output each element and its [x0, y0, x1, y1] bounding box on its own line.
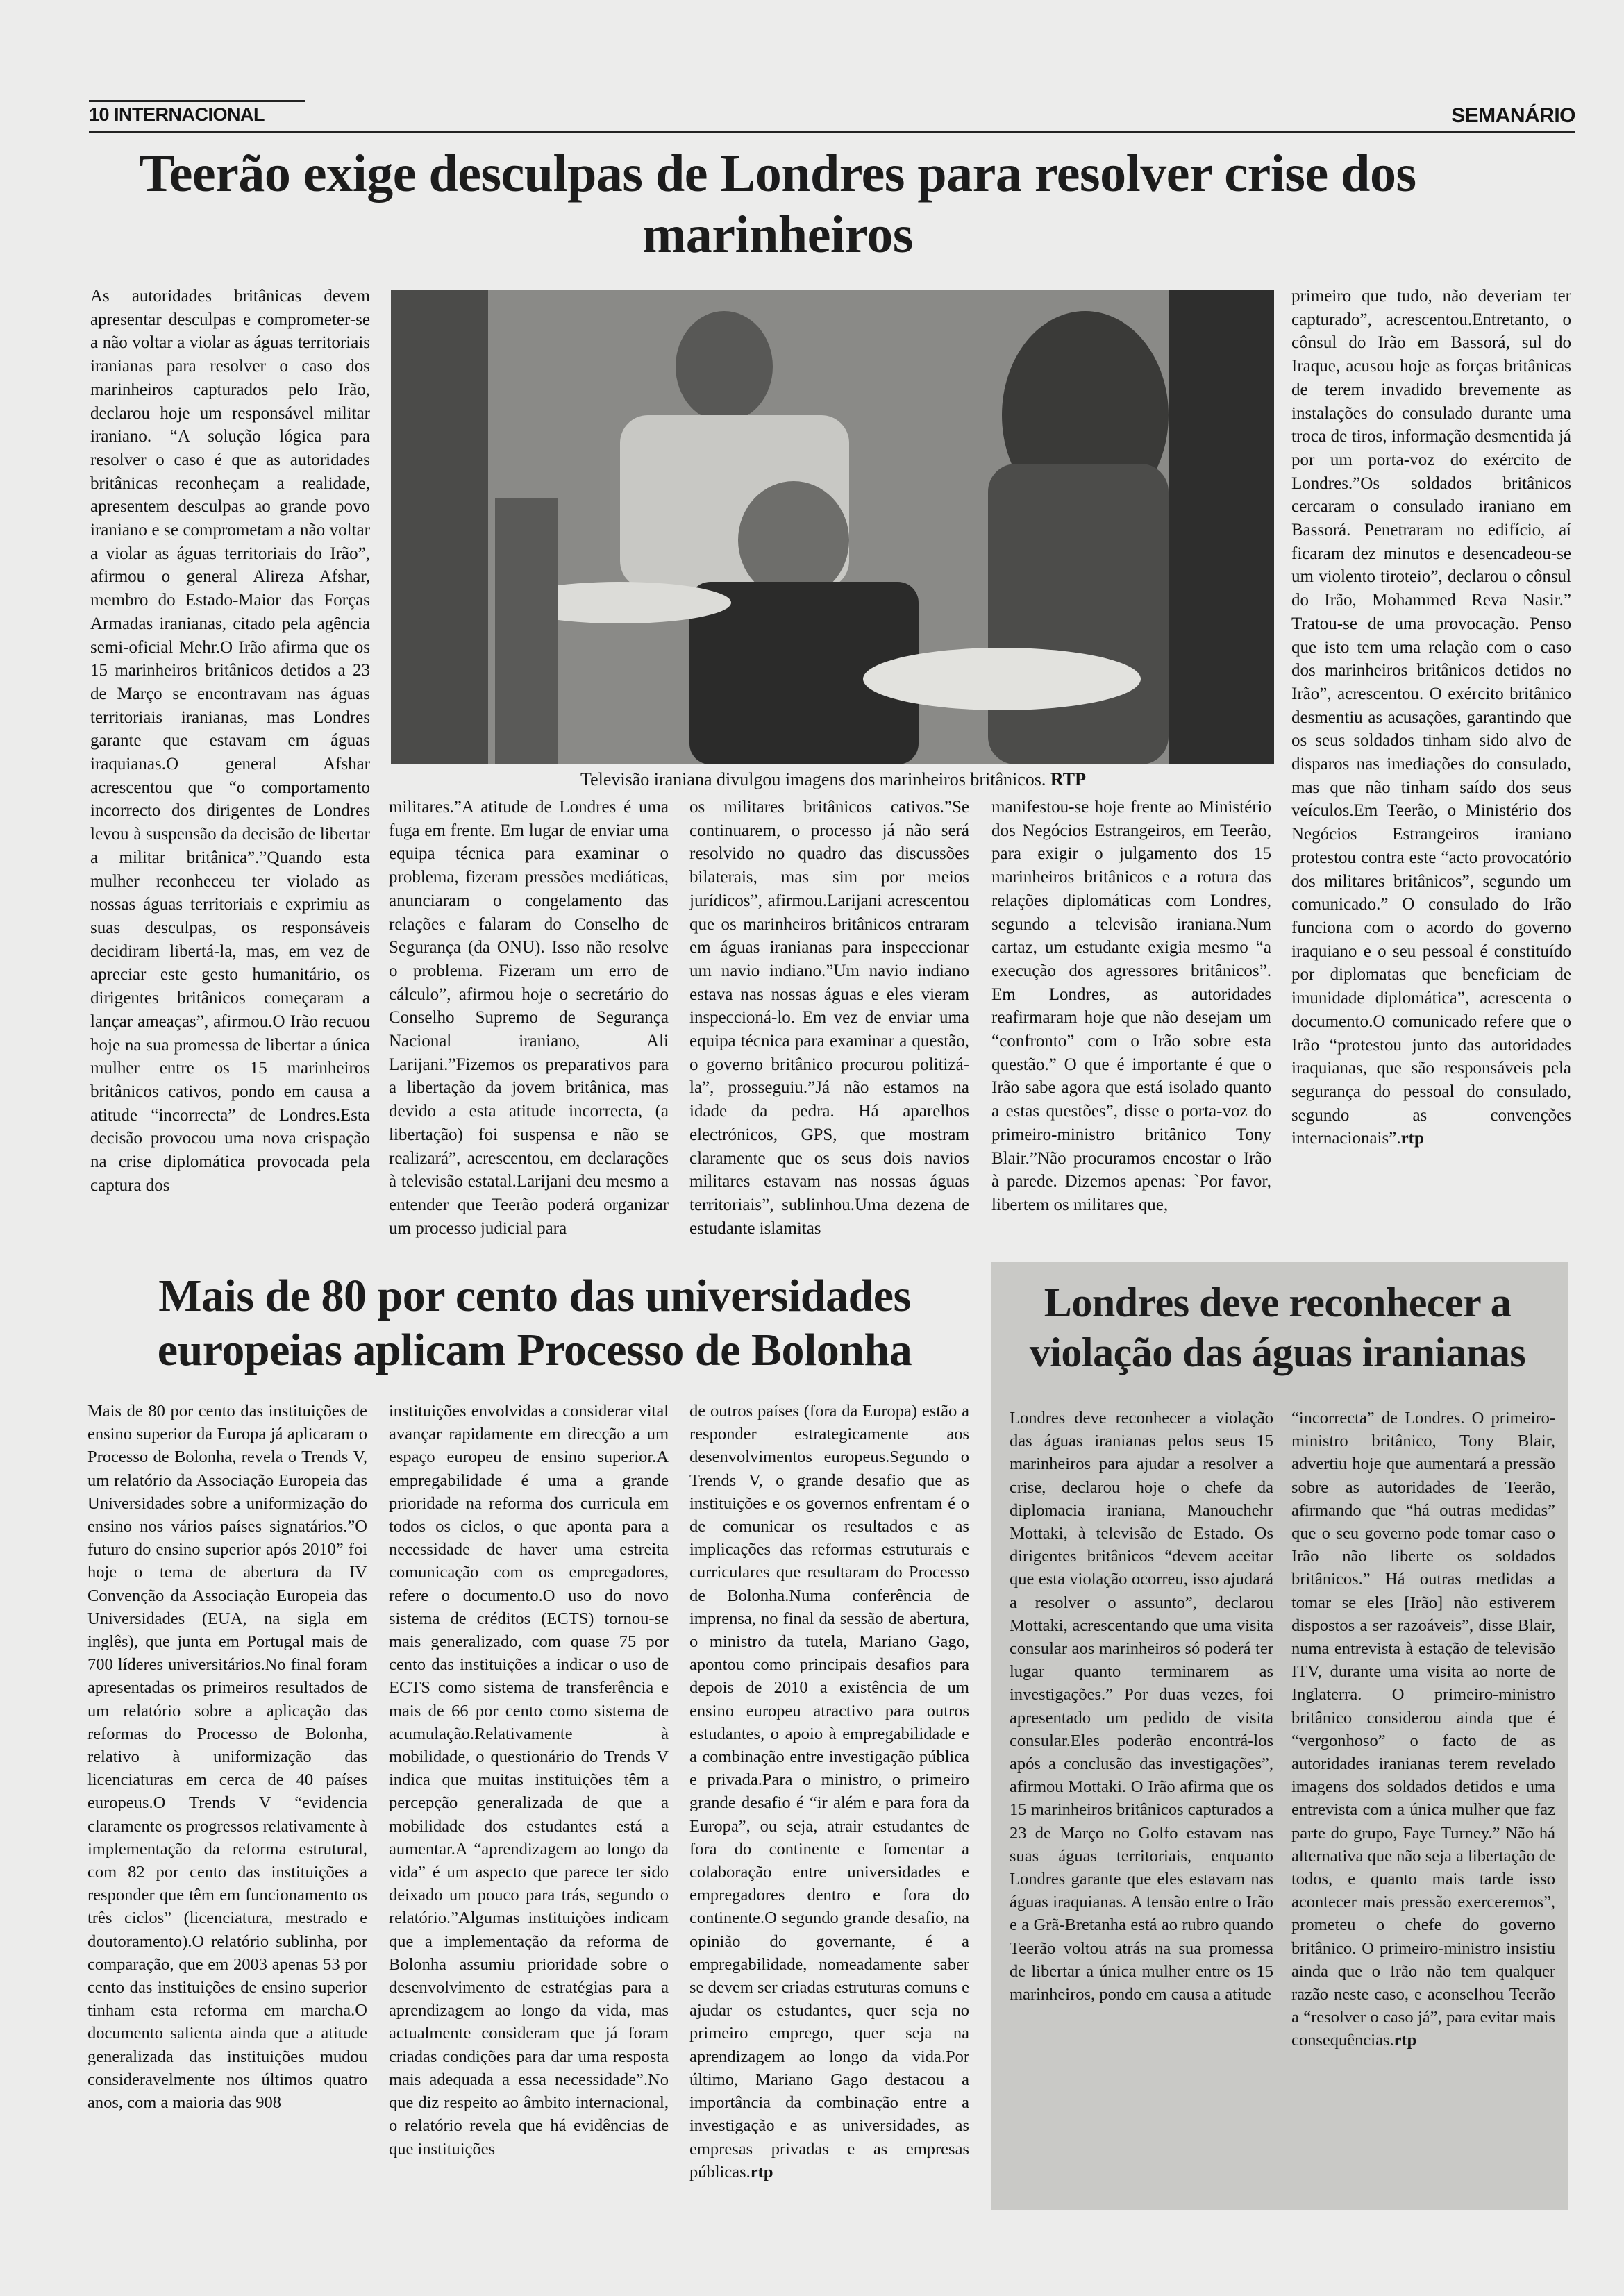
londres-signature: rtp: [1393, 2031, 1417, 2050]
main-article-col-4-text: manifestou-se hoje frente ao Ministério dos Negócios Estrangeiros, em Teerão, para exigir o julgamento dos 15 marinheiros britânicos e a rotura das relações diplomáticas com Londres, segundo a televisão iraniana.Num cartaz, um estudante exigia mesmo “a execução dos agressores britânicos”. Em Londres, as autoridades reafirmaram hoje que não desejam um “confronto” com o Irão sobre esta questão.” O que é importante é que o Irão sabe agora que está isolado quanto a estas questões”, disse o porta-voz do primeiro-ministro britânico Tony Blair.”Não procuramos encostar o Irão à parede. Dizemos apenas: `Por favor, libertem os militares que,: [991, 798, 1271, 1214]
news-photo: [391, 290, 1274, 764]
bologna-col-1-text: Mais de 80 por cento das instituições de ensino superior da Europa já aplicaram o Processo de Bolonha, revela o Trends V, um relatório da Associação Europeia das Universidades sobre a uniformização do ensino nos vários países signatários.”O futuro do ensino superior após 2010” foi hoje o tema de abertura da IV Convenção da Associação Europeia das Universidades (EUA, na sigla em inglês), que junta em Portugal mais de 700 líderes universitários.No final foram apresentadas os primeiros resultados de um relatório sobre a aplicação das reformas do Processo de Bolonha, relativo à uniformização das licenciaturas em cerca de 40 países europeus.O Trends V “evidencia claramente os progressos relativamente à implementação da reforma estrutural, com 82 por cento das instituições a responder que têm em funcionamento os três ciclos” (licenciatura, mestrado e doutoramento).O relatório sublinha, por comparação, que em 2003 apenas 53 por cento das instituições de ensino superior tinham esta reforma em marcha.O documento salienta ainda que a atitude generalizada das instituições mudou consideravelmente nos últimos quatro anos, com a maioria das 908: [87, 1402, 367, 2113]
londres-col-2-text: “incorrecta” de Londres. O primeiro-ministro britânico, Tony Blair, advertiu hoje que aumentará a pressão sobre as autoridades de Teerão, afirmando que “há outras medidas” que o seu governo pode tomar caso o Irão não liberte os soldados britânicos.” Há outras medidas a tomar se eles [Irão] não estiverem dispostos a ser razoáveis”, disse Blair, numa entrevista à estação de televisão ITV, durante uma visita ao norte de Inglaterra. O primeiro-ministro britânico considerou ainda que é “vergonhoso” o facto de as autoridades iranianas terem revelado imagens dos soldados detidos e uma entrevista com a única mulher que faz parte do grupo, Faye Turney.” Não há alternativa que não seja a libertação de todos, e quanto mais tarde isso acontecer mais pressão exerceremos”, prometeu o chefe do governo britânico. O primeiro-ministro insistiu ainda que o Irão não tem qualquer razão neste caso, e aconselhou Teerão a “resolver o caso já”, para evitar mais consequências.: [1291, 1409, 1555, 2050]
main-article-col-4: [991, 796, 1271, 1217]
main-article-col-5-text: primeiro que tudo, não deveriam ter capturado”, acrescentou.Entretanto, o cônsul do Irão em Bassorá, sul do Iraque, acusou hoje as forças britânicas de terem invadido brevemente as instalações do consulado durante uma troca de tiros, informação desmentida já por um porta-voz do exército de Londres.”Os soldados britânicos cercaram o consulado iraniano em Bassorá. Penetraram no edifício, aí ficaram dez minutos e desencadeou-se um violento tiroteio”, declarou o cônsul do Irão, Mohammed Reva Nasir.” Tratou-se de uma provocação. Penso que isto tem uma relação com o caso dos marinheiros britânicos detidos no Irão”, acrescentou. O exército britânico desmentiu as acusações, garantindo que os seus soldados tinham sido alvo de disparos nas imediações do consulado, mas que não tinham saído dos seus veículos.Em Teerão, o Ministério dos Negócios Estrangeiros iraniano protestou contra este “acto provocatório dos militares britânicos”, segundo um comunicado.” O consulado do Irão funciona com o acordo do governo iraquiano e o seu pessoal é constituído por diplomatas que beneficiam de imunidade diplomática”, acrescenta o documento.O comunicado refere que o Irão “protestou junto das autoridades iraquianas, que são responsáveis pela segurança do pessoal do consulado, segundo as convenções internacionais”.: [1291, 287, 1571, 1148]
main-article-col-1-text: As autoridades britânicas devem apresentar desculpas e comprometer-se a não voltar a violar as águas territoriais iranianas para resolver o caso dos marinheiros capturados pelo Irão, declarou hoje um responsável militar iraniano. “A solução lógica para resolver o caso é que as autoridades britânicas reconheçam a realidade, apresentem desculpas ao grande povo iraniano e se comprometam a não voltar a violar as águas territoriais do Irão”, afirmou o general Alireza Afshar, membro do Estado-Maior das Forças Armadas iranianas, citado pela agência semi-oficial Mehr.O Irão afirma que os 15 marinheiros britânicos detidos a 23 de Março se encontravam nas águas territoriais iranianas, mas Londres garante que estavam em águas iraquianas.O general Afshar acrescentou que “o comportamento incorrecto dos dirigentes de Londres levou à suspensão da decisão de libertar a militar britânica”.”Quando esta mulher reconheceu ter violado as nossas águas territoriais e exprimiu as suas desculpas, os responsáveis decidiram libertá-la, mas, em vez de apreciar este gesto humanitário, os dirigentes britânicos começaram a lançar ameaças”, afirmou.O Irão recuou hoje na sua promessa de libertar a única mulher entre os 15 marinheiros britânicos cativos, pondo em causa a atitude “incorrecta” de Londres.Esta decisão provocou uma nova crispação na crise diplomática provocada pela captura dos: [90, 287, 370, 1195]
bologna-signature: rtp: [750, 2162, 773, 2181]
main-article-signature: rtp: [1400, 1129, 1424, 1148]
main-article-col-1: [90, 285, 370, 1197]
londres-headline: Londres deve reconhecer a violação das águas iranianas: [1029, 1280, 1526, 1375]
main-article-col-3: [689, 796, 969, 1240]
section-label: 10 INTERNACIONAL: [89, 104, 265, 125]
photo-caption: [389, 769, 1278, 790]
londres-col-1: [1010, 1407, 1273, 2006]
publication-name: SEMANÁRIO: [1451, 104, 1575, 127]
bologna-col-3-text: de outros países (fora da Europa) estão a responder estrategicamente aos desenvolvimentos europeus.Segundo o Trends V, o grande desafio que as instituições e os governos enfrentam é o de comunicar os resultados e as implicações das reformas estruturais e curriculares que resultaram do Processo de Bolonha.Numa conferência de imprensa, no final da sessão de abertura, o ministro da tutela, Mariano Gago, apontou como principais desafios para depois de 2010 a existência de um ensino europeu atractivo para outros estudantes, o apoio à empregabilidade e a combinação entre investigação pública e privada.Para o ministro, o primeiro grande desafio é “ir além e para fora da Europa”, ou seja, atrair estudantes de fora do continente e fomentar a colaboração entre universidades e empregadores dentro e fora do continente.O segundo grande desafio, na opinião do governante, é a empregabilidade, nomeadamente saber se devem ser criadas estruturas comuns e ajudar os estudantes, quer seja no primeiro emprego, quer seja na aprendizagem ao longo da vida.Por último, Mariano Gago destacou a importância da combinação entre a investigação e as universidades, as empresas privadas e as empresas públicas.: [689, 1402, 969, 2181]
photo-caption-text: Televisão iraniana divulgou imagens dos marinheiros britânicos.: [580, 769, 1046, 789]
londres-col-2: [1291, 1407, 1555, 2052]
header-rule: [89, 131, 1575, 133]
bologna-col-3: [689, 1400, 969, 2184]
main-article-col-2-text: militares.”A atitude de Londres é uma fuga em frente. Em lugar de enviar uma equipa técnica para examinar o problema, fizeram pressões mediáticas, anunciaram o congelamento das relações e falaram do Conselho de Segurança (da ONU). Isso não resolve o problema. Fizeram um erro de cálculo”, afirmou hoje o secretário do Conselho Supremo de Segurança Nacional iraniano, Ali Larijani.”Fizemos os preparativos para a libertação da jovem britânica, mas devido a esta atitude incorrecta, (a libertação) foi suspensa e não se realizará”, acrescentou, em declarações à televisão estatal.Larijani deu mesmo a entender que Teerão poderá organizar um processo judicial para: [389, 798, 669, 1238]
londres-col-1-text: Londres deve reconhecer a violação das águas iranianas pelos seus 15 marinheiros para ajudar a resolver a crise, declarou hoje o chefe da diplomacia iraniana, Manouchehr Mottaki, à televisão de Estado. Os dirigentes britânicos “devem aceitar que esta violação ocorreu, isso ajudará a resolver o assunto”, declarou Mottaki, acrescentando que uma visita consular aos marinheiros só poderá ter lugar quanto terminarem as investigações.” Por duas vezes, foi apresentado um pedido de visita consular.Eles poderão encontrá-los após a conclusão das investigações”, afirmou Mottaki. O Irão afirma que os 15 marinheiros britânicos capturados a 23 de Março no Golfo estavam nas suas águas territoriais, enquanto Londres garante que eles estavam nas águas iraquianas. A tensão entre o Irão e a Grã-Bretanha está ao rubro quando Teerão voltou atrás na sua promessa de libertar a única mulher entre os 15 marinheiros, pondo em causa a atitude: [1010, 1409, 1273, 2004]
bologna-headline: Mais de 80 por cento das universidades europeias aplicam Processo de Bolonha: [157, 1271, 912, 1375]
main-article-col-3-text: os militares britânicos cativos.”Se continuarem, o processo já não será resolvido no quadro das discussões bilaterais, mas sim por meios jurídicos”, afirmou.Larijani acrescentou que os marinheiros britânicos entraram em águas iranianas para inspeccionar um navio indiano.”Um navio indiano estava nas nossas águas e eles vieram inspeccioná-lo. Em vez de enviar uma equipa técnica para examinar a questão, o governo britânico procurou politizá-la”, prosseguiu.”Já não estamos na idade da pedra. Há aparelhos electrónicos, GPS, que mostram claramente que os seus dois navios militares estavam nas nossas águas territoriais”, sublinhou.Uma dezena de estudante islamitas: [689, 798, 969, 1238]
bologna-col-2: [389, 1400, 669, 2161]
bologna-col-2-text: instituições envolvidas a considerar vital avançar rapidamente em direcção a um espaço europeu de ensino superior.A empregabilidade é uma a grande prioridade na reforma dos curricula em todos os ciclos, o que aponta para a necessidade de haver uma estreita comunicação com os empregadores, refere o documento.O uso do novo sistema de créditos (ECTS) tornou-se mais generalizado, com quase 75 por cento das instituições a indicar o uso de ECTS como sistema de transferência e mais de 66 por cento como sistema de acumulação.Relativamente à mobilidade, o questionário do Trends V indica que muitas instituições têm a percepção generalizada de que a mobilidade dos estudantes está a aumentar.A “aprendizagem ao longo da vida” é um aspecto que parece ter sido deixado um pouco para trás, segundo o relatório.”Algumas instituições indicam que a implementação da reforma de Bolonha assumiu prioridade sobre o desenvolvimento de estratégias para a aprendizagem ao longo da vida, mas actualmente consideram que já foram criadas condições para dar uma resposta mais adequada a essa necessidade”.No que diz respeito ao âmbito internacional, o relatório revela que há evidências de que instituições: [389, 1402, 669, 2159]
section-rule: [89, 100, 305, 102]
main-article-col-2: [389, 796, 669, 1240]
main-headline: Teerão exige desculpas de Londres para resolver crise dos marinheiros: [139, 144, 1416, 264]
photo-credit: RTP: [1050, 769, 1086, 789]
main-article-col-5: [1291, 285, 1571, 1150]
bologna-col-1: [87, 1400, 367, 2114]
